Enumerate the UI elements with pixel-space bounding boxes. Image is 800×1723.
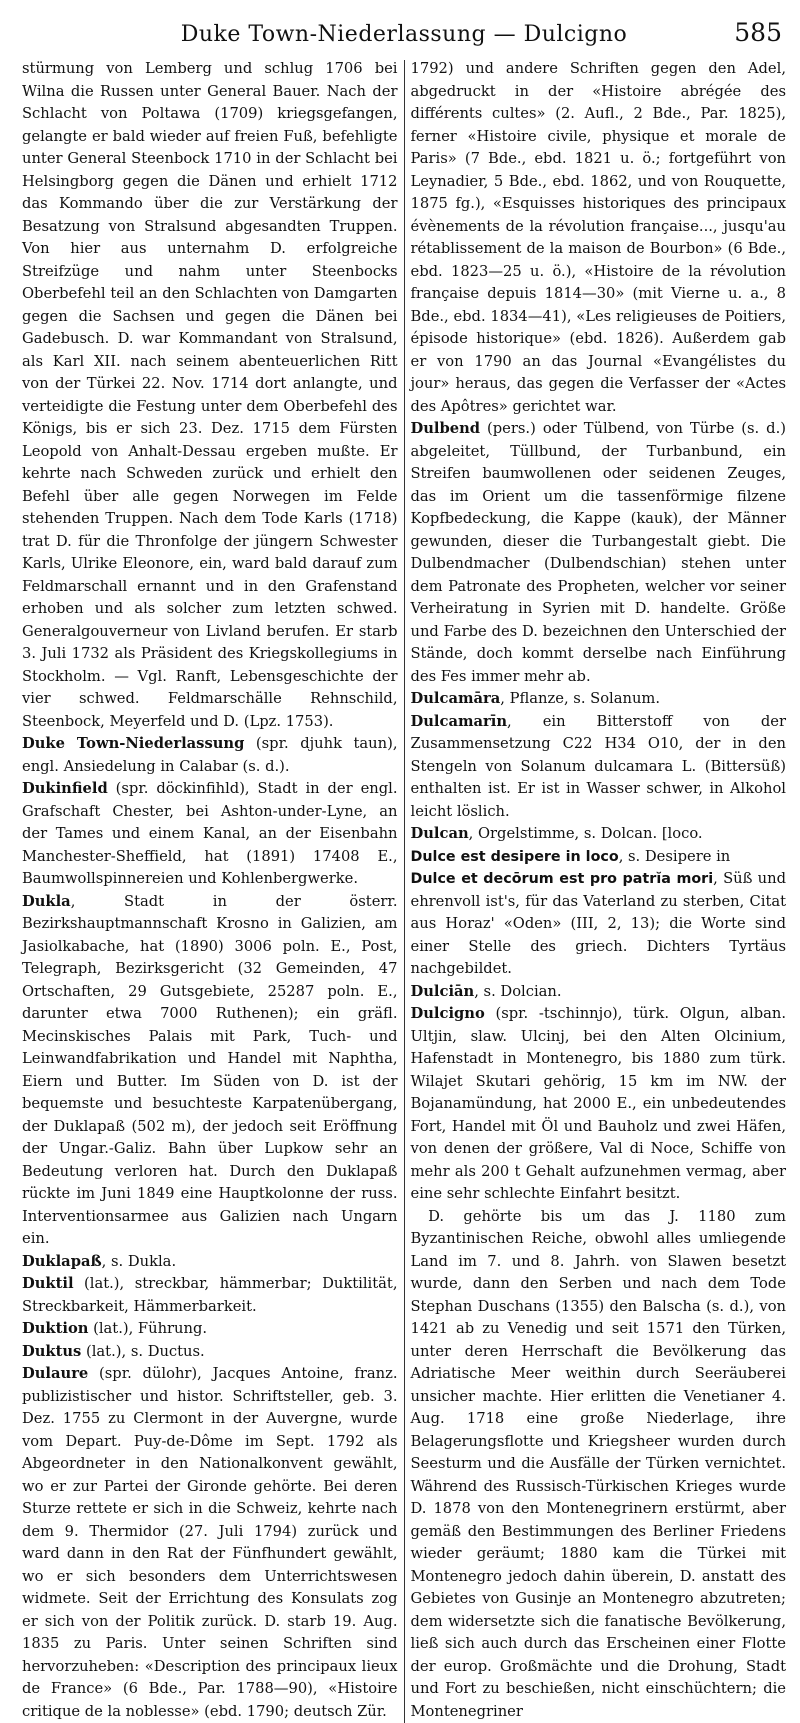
two-column-body [22,58,786,1723]
column-divider [404,60,405,1723]
right-column [411,58,787,1723]
entry-headword: Dulcan [411,825,469,842]
running-head [22,0,786,58]
entry-body: (spr. -tschinnjo), türk. Olgun, alban. Ultjin, slaw. Ulcinj, bei den Alten Olcinium, Hafenstadt in Montenegro, bis 1880 zum türk. Wilajet Skutari gehörig, 15 km im NW. der Bojanamündung, hat 2000 E., ein unbedeutendes Fort, Handel mit Öl und Bauholz und zwei Häfen, von denen der größere, Val di Noce, Schiffe von mehr als 200 t Gehalt aufzunehmen vermag, aber eine sehr schlechte Einfahrt besitzt. [411,1005,787,1202]
dictionary-entry [411,846,787,869]
entry-body: , s. Dolcian. [474,983,561,1000]
dictionary-entry [22,778,398,891]
dictionary-entry [411,58,787,418]
entry-headword: Duke Town-Niederlassung [22,735,244,752]
entry-body: (spr. döckinfihld), Stadt in der engl. Grafschaft Chester, bei Ashton-under-Lyne, an der Tames und einem Kanal, an der Eisenbahn Manchester-Sheffield, hat (1891) 17408 E., Baumwollspinnereien und Kohlenbergwerke. [22,780,398,887]
dictionary-entry [22,58,398,733]
entry-body: (pers.) oder Tülbend, von Türbe (s. d.) abgeleitet, Tüllbund, der Turbanbund, ein Streifen baumwollenen oder seidenen Zeuges, das im Orient um die tassenförmige filzene Kopfbedeckung, die Kappe (kauk), der Männer gewunden, dieser die Turbangestalt giebt. Die Dulbendmacher (Dulbendschian) stehen unter dem Patronate des Propheten, welcher vor seiner Verheiratung in Syrien mit D. handelte. Größe und Farbe des D. bezeichnen den Unterschied der Stände, doch kommt derselbe nach Einführung des Fes immer mehr ab. [411,420,787,685]
dictionary-entry [22,1273,398,1318]
dictionary-entry [22,1363,398,1723]
entry-body: , Orgelstimme, s. Dolcan. [loco. [469,825,703,842]
entry-body: D. gehörte bis um das J. 1180 zum Byzantinischen Reiche, obwohl alles umliegende Land im 7. und 8. Jahrh. von Slawen besetzt wurde, dann den Serben und nach dem Tode Stephan Duschans (1355) den Balscha (s. d.), von 1421 ab zu Venedig und seit 1571 den Türken, unter deren Herrschaft die Bevölkerung das Adriatische Meer weithin durch Seeräuberei unsicher machte. Hier erlitten die Venetianer 4. Aug. 1718 eine große Niederlage, ihre Belagerungsflotte und Kriegsheer wurden durch Seesturm und die Ausfälle der Türken vernichtet. Während des Russisch-Türkischen Krieges wurde D. 1878 von den Montenegrinern erstürmt, aber gemäß den Bestimmungen des Berliner Friedens wieder geräumt; 1880 kam die Türkei mit Montenegro jedoch dahin überein, D. anstatt des Gebietes von Gusinje an Montenegro abzutreten; dem widersetzte sich die fanatische Bevölkerung, ließ sich auch durch das Erscheinen einer Flotte der europ. Großmächte und die Drohung, Stadt und Fort zu beschießen, nicht einschüchtern; die Montenegriner [411,1208,787,1720]
dictionary-entry [411,868,787,981]
entry-headword: Duktion [22,1320,88,1337]
entry-body: , ein Bitterstoff von der Zusammensetzung C22 H34 O10, der in den Stengeln von Solanum dulcamara L. (Bittersüß) enthalten ist. Er ist in Wasser schwer, in Alkohol leicht löslich. [411,713,787,820]
entry-headword: Duktus [22,1343,81,1360]
entry-body: 1792) und andere Schriften gegen den Adel, abgedruckt in der «Histoire abrégée des différents cultes» (2. Aufl., 2 Bde., Par. 1825), ferner «Histoire civile, physique et morale de Paris» (7 Bde., ebd. 1821 u. ö.; fortgeführt von Leynadier, 5 Bde., ebd. 1862, und von Rouquette, 1875 fg.), «Esquisses historiques des principaux évènements de la révolution française..., jusqu'au rétablissement de la maison de Bourbon» (6 Bde., ebd. 1823—25 u. ö.), «Histoire de la révolution française depuis 1814—30» (mit Vierne u. a., 8 Bde., ebd. 1834—41), «Les religieuses de Poitiers, épisode historique» (ebd. 1826). Außerdem gab er von 1790 an das Journal «Evangélistes du jour» heraus, das gegen die Verfasser der «Actes des Apôtres» gerichtet war. [411,60,787,415]
entry-headword: Duktil [22,1275,74,1292]
dictionary-entry [411,1206,787,1723]
entry-headword: Dulce est desipere in loco [411,849,619,865]
entry-body: , Pflanze, s. Solanum. [500,690,660,707]
dictionary-entry [22,1251,398,1274]
entry-body: , s. Desipere in [619,848,731,865]
entry-body: (lat.), streckbar, hämmerbar; Duktilität, Streckbarkeit, Hämmerbarkeit. [22,1275,398,1315]
entry-body: stürmung von Lemberg und schlug 1706 bei Wilna die Russen unter General Bauer. Nach der Schlacht von Poltawa (1709) kriegsgefangen, gelangte er bald wieder auf freien Fuß, befehligte unter General Steenbock 1710 in der Schlacht bei Helsingborg gegen die Dänen und erhielt 1712 das Kommando über die zur Verstärkung der Besatzung von Stralsund abgesandten Truppen. Von hier aus unternahm D. erfolgreiche Streifzüge und nahm unter Steenbocks Oberbefehl teil an den Schlachten von Damgarten gegen die Sachsen und gegen die Dänen bei Gadebusch. D. war Kommandant von Stralsund, als Karl XII. nach seinem abenteuerlichen Ritt von der Türkei 22. Nov. 1714 dort anlangte, und verteidigte die Festung unter dem Oberbefehl des Königs, bis er sich 23. Dez. 1715 dem Fürsten Leopold von Anhalt-Dessau ergeben mußte. Er kehrte nach Schweden zurück und erhielt den Befehl über alle gegen Norwegen im Felde stehenden Truppen. Nach dem Tode Karls (1718) trat D. für die Thronfolge der jüngern Schwester Karls, Ulrike Eleonore, ein, ward bald darauf zum Feldmarschall ernannt und in den Grafenstand erhoben und als solcher zum letzten schwed. Generalgouverneur von Livland berufen. Er starb 3. Juli 1732 als Präsident des Kriegskollegiums in Stockholm. — Vgl. Ranft, Lebensgeschichte der vier schwed. Feldmarschälle Rehnschild, Steenbock, Meyerfeld und D. (Lpz. 1753). [22,60,398,730]
entry-body: (lat.), s. Ductus. [81,1343,204,1360]
entry-headword: Dulbend [411,420,481,437]
dictionary-entry [22,891,398,1251]
entry-headword: Duklapaß [22,1253,102,1270]
entry-body: (lat.), Führung. [88,1320,207,1337]
entry-headword: Dulciān [411,983,475,1000]
dictionary-entry [22,733,398,778]
dictionary-entry [411,418,787,688]
dictionary-entry [411,688,787,711]
running-title: Duke Town-Niederlassung — Dulcigno [22,22,786,47]
dictionary-entry [411,823,787,846]
page-number: 585 [734,18,782,47]
entry-headword: Dulce et decōrum est pro patrĭa mori [411,871,714,887]
entry-headword: Dulcigno [411,1005,485,1022]
entry-body: , Süß und ehrenvoll ist's, für das Vaterland zu sterben, Citat aus Horaz' «Oden» (III, 2, 13); die Worte sind einer Stelle des griech. Dichters Tyrtäus nachgebildet. [411,870,787,977]
entry-body: , s. Dukla. [102,1253,176,1270]
dictionary-entry [22,1318,398,1341]
dictionary-entry [22,1341,398,1364]
entry-headword: Dulaure [22,1365,88,1382]
dictionary-entry [411,711,787,824]
entry-body: (spr. dülohr), Jacques Antoine, franz. publizistischer und histor. Schriftsteller, geb. 3. Dez. 1755 zu Clermont in der Auvergne, wurde vom Depart. Puy-de-Dôme im Sept. 1792 als Abgeordneter in den Nationalkonvent gewählt, wo er zur Partei der Gironde gehörte. Bei deren Sturze rettete er sich in die Schweiz, kehrte nach dem 9. Thermidor (27. Juli 1794) zurück und ward dann in den Rat der Fünfhundert gewählt, wo er sich besonders dem Unterrichtswesen widmete. Seit der Errichtung des Konsulats zog er sich von der Politik zurück. D. starb 19. Aug. 1835 zu Paris. Unter seinen Schriften sind hervorzuheben: «Description des principaux lieux de France» (6 Bde., Par. 1788—90), «Histoire critique de la noblesse» (ebd. 1790; deutsch Zür. [22,1365,398,1720]
entry-body: (spr. djuhk taun), engl. Ansiedelung in Calabar (s. d.). [22,735,398,775]
dictionary-entry [411,981,787,1004]
dictionary-entry [411,1003,787,1206]
entry-headword: Dukla [22,893,71,910]
entry-headword: Dulcamarīn [411,713,508,730]
left-column [22,58,398,1723]
entry-headword: Dukinfield [22,780,108,797]
entry-body: , Stadt in der österr. Bezirkshauptmannschaft Krosno in Galizien, am Jasiolkabache, hat (1890) 3006 poln. E., Post, Telegraph, Bezirksgericht (32 Gemeinden, 47 Ortschaften, 29 Gutsgebiete, 25287 poln. E., darunter etwa 7000 Ruthenen); ein gräfl. Mecinskisches Palais mit Park, Tuch- und Leinwandfabrikation und Handel mit Naphtha, Eiern und Butter. Im Süden von D. ist der bequemste und besuchteste Karpatenübergang, der Duklapaß (502 m), der jedoch seit Eröffnung der Ungar.-Galiz. Bahn über Lupkow sehr an Bedeutung verloren hat. Durch den Duklapaß rückte im Juni 1849 eine Hauptkolonne der russ. Interventionsarmee aus Galizien nach Ungarn ein. [22,893,398,1248]
entry-headword: Dulcamāra [411,690,501,707]
